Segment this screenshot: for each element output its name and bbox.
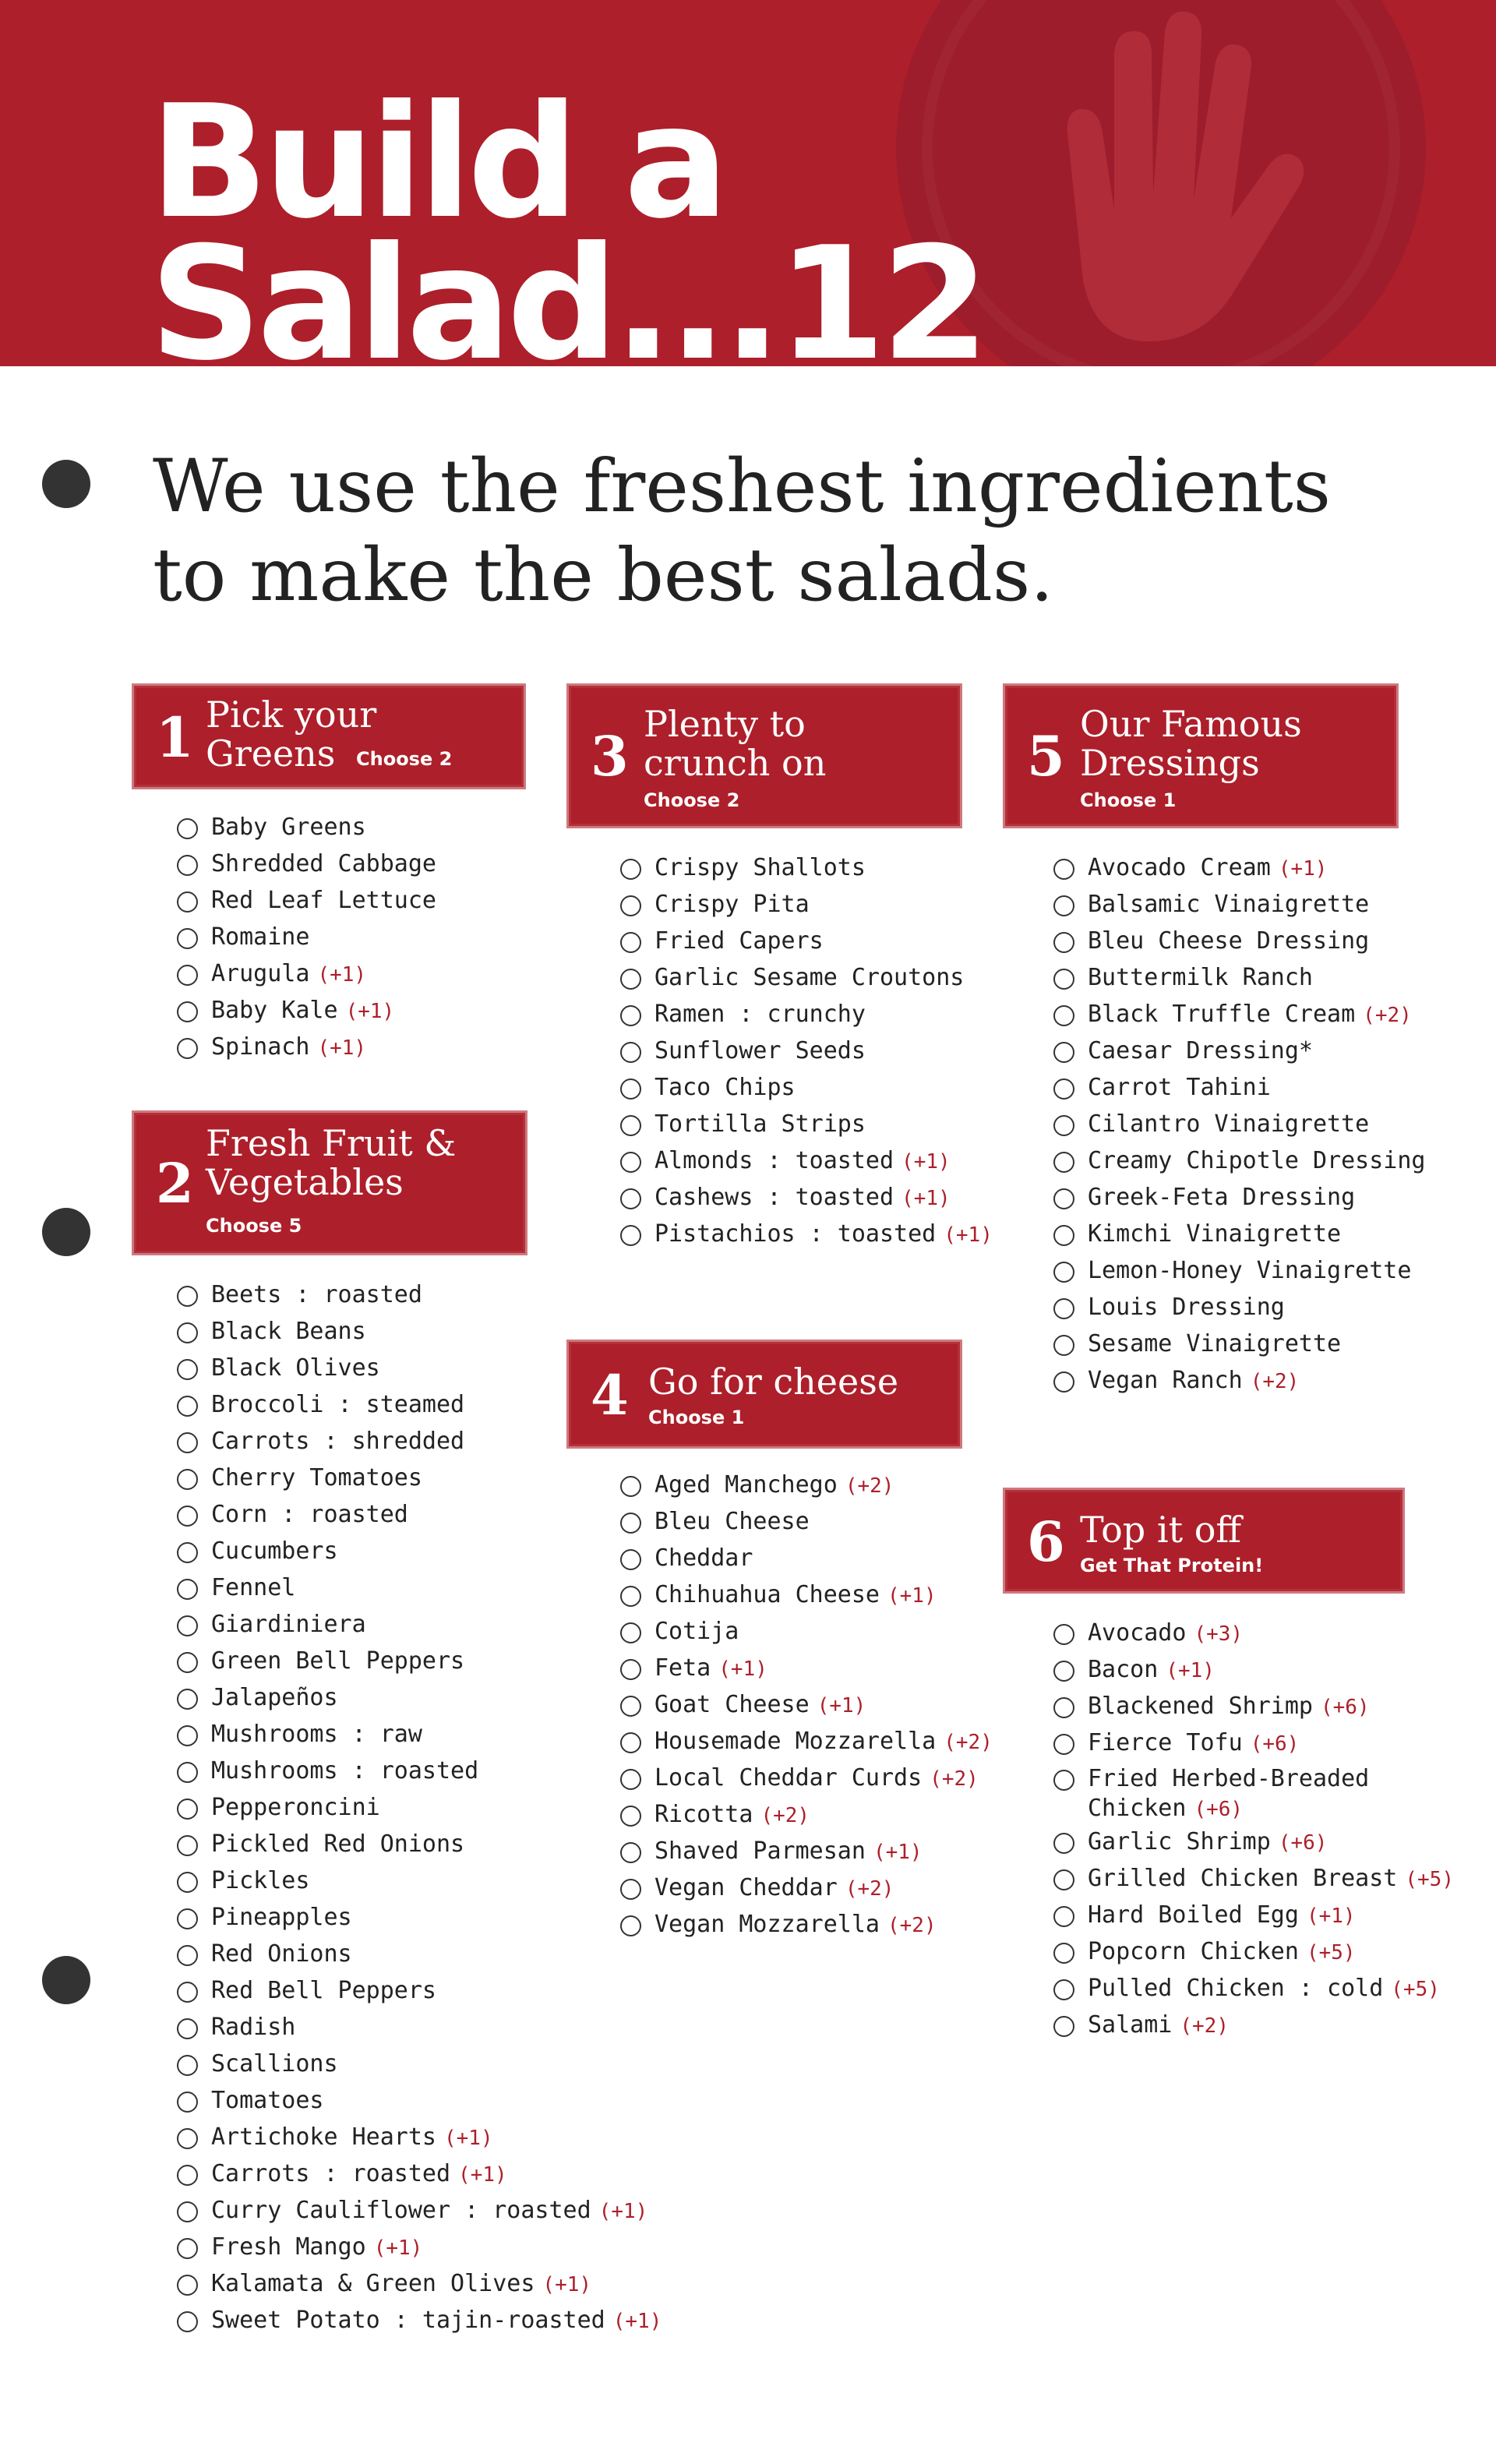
section-protein xyxy=(1005,1490,1454,2039)
upcharge: (+2) xyxy=(845,1474,894,1498)
section-title-line-1: Pick your xyxy=(206,694,377,736)
option-pepperoncini[interactable]: Pepperoncini xyxy=(177,1789,662,1826)
option-mushrooms-raw[interactable]: Mushrooms : raw xyxy=(177,1716,662,1753)
upcharge: (+1) xyxy=(901,1150,951,1174)
option-corn[interactable]: Corn : roasted xyxy=(177,1496,662,1533)
section-header xyxy=(134,1113,525,1253)
option-pickles[interactable]: Pickles xyxy=(177,1862,662,1899)
option-carrots-shredded[interactable]: Carrots : shredded xyxy=(177,1423,662,1460)
section-choose-label: Choose 2 xyxy=(356,748,453,770)
upcharge: (+1) xyxy=(542,2273,592,2296)
option-cucumbers[interactable]: Cucumbers xyxy=(177,1533,662,1569)
option-broccoli[interactable]: Broccoli : steamed xyxy=(177,1386,662,1423)
section-choose-label: Get That Protein! xyxy=(1080,1555,1264,1576)
section-title-line-1: Top it off xyxy=(1080,1509,1242,1551)
upcharge: (+1) xyxy=(317,963,367,987)
tagline xyxy=(153,443,1331,620)
upcharge: (+3) xyxy=(1194,1622,1244,1646)
upcharge: (+5) xyxy=(1391,1978,1440,2001)
upcharge: (+5) xyxy=(1405,1868,1454,1891)
upcharge: (+1) xyxy=(598,2200,648,2223)
upcharge: (+6) xyxy=(1320,1696,1370,1719)
section-title-line-1: Go for cheese xyxy=(648,1361,899,1403)
section-title-line-1: Plenty to xyxy=(644,703,806,745)
option-pistachios[interactable]: Pistachios : toasted (+1) xyxy=(620,1216,993,1252)
option-tortilla-strips[interactable]: Tortilla Strips xyxy=(620,1106,993,1142)
option-aged-manchego[interactable]: Aged Manchego (+2) xyxy=(620,1467,993,1503)
upcharge: (+2) xyxy=(930,1767,979,1791)
section-greens xyxy=(134,686,539,1061)
option-sunflower-seeds[interactable]: Sunflower Seeds xyxy=(620,1033,993,1069)
section-choose-label: Choose 2 xyxy=(644,789,740,811)
option-louis-dressing[interactable]: Louis Dressing xyxy=(1053,1289,1425,1326)
option-curry-cauliflower[interactable]: Curry Cauliflower : roasted (+1) xyxy=(177,2192,662,2229)
option-jalapenos[interactable]: Jalapeños xyxy=(177,1679,662,1716)
option-sesame-vinaigrette[interactable]: Sesame Vinaigrette xyxy=(1053,1326,1425,1362)
upcharge: (+1) xyxy=(944,1223,993,1247)
option-crispy-shallots[interactable]: Crispy Shallots xyxy=(620,849,993,886)
option-avocado[interactable]: Avocado (+3) xyxy=(1053,1615,1454,1651)
binder-hole-bottom xyxy=(42,1956,90,2004)
option-sweet-potato[interactable]: Sweet Potato : tajin-roasted (+1) xyxy=(177,2302,662,2339)
section-number: 1 xyxy=(156,705,194,770)
option-grilled-chicken-breast[interactable]: Grilled Chicken Breast (+5) xyxy=(1053,1860,1454,1897)
option-bleu-cheese-dressing[interactable]: Bleu Cheese Dressing xyxy=(1053,923,1425,959)
option-red-leaf-lettuce[interactable]: Red Leaf Lettuce xyxy=(177,882,436,919)
section-choose-label: Choose 1 xyxy=(648,1407,745,1428)
section-header xyxy=(1005,1490,1402,1591)
option-carrots-roasted[interactable]: Carrots : roasted (+1) xyxy=(177,2155,662,2192)
option-crispy-pita[interactable]: Crispy Pita xyxy=(620,886,993,923)
upcharge: (+1) xyxy=(1306,1904,1356,1928)
title-line-2: Salad...12 xyxy=(150,214,985,366)
option-blackened-shrimp[interactable]: Blackened Shrimp (+6) xyxy=(1053,1688,1454,1724)
cheese-list xyxy=(620,1467,993,1943)
option-ricotta[interactable]: Ricotta (+2) xyxy=(620,1796,993,1833)
section-choose-label: Choose 1 xyxy=(1080,789,1177,811)
upcharge: (+1) xyxy=(873,1841,923,1864)
option-baby-kale[interactable]: Baby Kale (+1) xyxy=(177,992,436,1029)
option-red-onions[interactable]: Red Onions xyxy=(177,1936,662,1972)
dressings-list xyxy=(1053,849,1425,1399)
tagline-line-2: to make the best salads. xyxy=(153,533,1054,618)
upcharge: (+1) xyxy=(817,1694,866,1717)
section-number: 6 xyxy=(1027,1509,1065,1574)
upcharge: (+1) xyxy=(317,1036,367,1060)
option-vegan-mozzarella[interactable]: Vegan Mozzarella (+2) xyxy=(620,1906,993,1943)
option-black-truffle-cream[interactable]: Black Truffle Cream (+2) xyxy=(1053,996,1425,1033)
option-arugula[interactable]: Arugula (+1) xyxy=(177,955,436,992)
section-number: 2 xyxy=(156,1151,194,1216)
upcharge: (+2) xyxy=(944,1731,993,1754)
upcharge: (+2) xyxy=(1363,1004,1412,1027)
section-crunch xyxy=(569,686,993,1248)
option-cheddar[interactable]: Cheddar xyxy=(620,1540,993,1576)
header-banner xyxy=(0,0,1496,366)
option-spinach[interactable]: Spinach (+1) xyxy=(177,1029,436,1065)
option-ramen[interactable]: Ramen : crunchy xyxy=(620,996,993,1033)
option-fierce-tofu[interactable]: Fierce Tofu (+6) xyxy=(1053,1724,1454,1761)
section-title-line-2: crunch on xyxy=(644,742,827,784)
option-mushrooms-roasted[interactable]: Mushrooms : roasted xyxy=(177,1753,662,1789)
option-caesar-dressing[interactable]: Caesar Dressing* xyxy=(1053,1033,1425,1069)
option-green-bell-peppers[interactable]: Green Bell Peppers xyxy=(177,1643,662,1679)
option-vegan-ranch[interactable]: Vegan Ranch (+2) xyxy=(1053,1362,1425,1399)
upcharge: (+1) xyxy=(901,1187,951,1210)
option-cilantro-vinaigrette[interactable]: Cilantro Vinaigrette xyxy=(1053,1106,1425,1142)
option-radish[interactable]: Radish xyxy=(177,2009,662,2046)
upcharge: (+2) xyxy=(1180,2014,1229,2038)
section-choose-label: Choose 5 xyxy=(206,1215,302,1237)
upcharge: (+6) xyxy=(1250,1732,1300,1756)
option-garlic-sesame-croutons[interactable]: Garlic Sesame Croutons xyxy=(620,959,993,996)
option-avocado-cream[interactable]: Avocado Cream (+1) xyxy=(1053,849,1425,886)
section-title-line-2: Dressings xyxy=(1080,742,1260,784)
section-fruit-vegetables xyxy=(134,1113,662,2334)
option-goat-cheese[interactable]: Goat Cheese (+1) xyxy=(620,1686,993,1723)
section-header xyxy=(1005,686,1396,826)
option-cashews[interactable]: Cashews : toasted (+1) xyxy=(620,1179,993,1216)
option-giardiniera[interactable]: Giardiniera xyxy=(177,1606,662,1643)
option-vegan-cheddar[interactable]: Vegan Cheddar (+2) xyxy=(620,1869,993,1906)
upcharge: (+2) xyxy=(845,1877,894,1901)
upcharge: (+6) xyxy=(1194,1798,1244,1821)
option-popcorn-chicken[interactable]: Popcorn Chicken (+5) xyxy=(1053,1933,1454,1970)
option-creamy-chipotle-dressing[interactable]: Creamy Chipotle Dressing xyxy=(1053,1142,1425,1179)
upcharge: (+5) xyxy=(1306,1941,1356,1964)
upcharge: (+2) xyxy=(760,1804,810,1827)
option-romaine[interactable]: Romaine xyxy=(177,919,436,955)
section-header xyxy=(569,1342,960,1446)
option-almonds[interactable]: Almonds : toasted (+1) xyxy=(620,1142,993,1179)
upcharge: (+1) xyxy=(1278,857,1328,881)
section-title-line-1: Our Famous xyxy=(1080,703,1302,745)
option-bacon[interactable]: Bacon (+1) xyxy=(1053,1651,1454,1688)
section-number: 4 xyxy=(591,1363,629,1428)
option-lemon-honey-vinaigrette[interactable]: Lemon-Honey Vinaigrette xyxy=(1053,1252,1425,1289)
option-kalamata-green-olives[interactable]: Kalamata & Green Olives (+1) xyxy=(177,2265,662,2302)
option-scallions[interactable]: Scallions xyxy=(177,2046,662,2082)
option-fried-herbed-breaded-chicken[interactable]: Fried Herbed-Breaded Chicken (+6) xyxy=(1053,1761,1396,1823)
protein-list xyxy=(1053,1615,1454,2043)
crunch-list xyxy=(620,849,993,1252)
section-dressings xyxy=(1005,686,1426,1394)
option-shredded-cabbage[interactable]: Shredded Cabbage xyxy=(177,845,436,882)
option-local-cheddar-curds[interactable]: Local Cheddar Curds (+2) xyxy=(620,1760,993,1796)
page-title xyxy=(150,72,985,366)
option-cotija[interactable]: Cotija xyxy=(620,1613,993,1650)
option-feta[interactable]: Feta (+1) xyxy=(620,1650,993,1686)
section-cheese xyxy=(569,1342,993,1938)
option-red-bell-peppers[interactable]: Red Bell Peppers xyxy=(177,1972,662,2009)
option-garlic-shrimp[interactable]: Garlic Shrimp (+6) xyxy=(1053,1823,1454,1860)
option-cherry-tomatoes[interactable]: Cherry Tomatoes xyxy=(177,1460,662,1496)
upcharge: (+2) xyxy=(887,1914,937,1937)
option-buttermilk-ranch[interactable]: Buttermilk Ranch xyxy=(1053,959,1425,996)
option-balsamic-vinaigrette[interactable]: Balsamic Vinaigrette xyxy=(1053,886,1425,923)
option-shaved-parmesan[interactable]: Shaved Parmesan (+1) xyxy=(620,1833,993,1869)
upcharge: (+1) xyxy=(612,2310,662,2333)
option-greek-feta-dressing[interactable]: Greek-Feta Dressing xyxy=(1053,1179,1425,1216)
option-housemade-mozzarella[interactable]: Housemade Mozzarella (+2) xyxy=(620,1723,993,1760)
section-title-line-1: Fresh Fruit & xyxy=(206,1122,457,1164)
title-line-1: Build a xyxy=(150,72,725,253)
upcharge: (+2) xyxy=(1250,1370,1300,1393)
option-fresh-mango[interactable]: Fresh Mango (+1) xyxy=(177,2229,662,2265)
option-pineapples[interactable]: Pineapples xyxy=(177,1899,662,1936)
option-black-beans[interactable]: Black Beans xyxy=(177,1313,662,1350)
option-baby-greens[interactable]: Baby Greens xyxy=(177,809,436,845)
option-chihuahua-cheese[interactable]: Chihuahua Cheese (+1) xyxy=(620,1576,993,1613)
option-artichoke-hearts[interactable]: Artichoke Hearts (+1) xyxy=(177,2119,662,2155)
upcharge: (+1) xyxy=(373,2236,423,2260)
upcharge: (+1) xyxy=(443,2127,493,2150)
upcharge: (+1) xyxy=(458,2163,507,2187)
option-kimchi-vinaigrette[interactable]: Kimchi Vinaigrette xyxy=(1053,1216,1425,1252)
option-salami[interactable]: Salami (+2) xyxy=(1053,2007,1454,2043)
option-pickled-red-onions[interactable]: Pickled Red Onions xyxy=(177,1826,662,1862)
upcharge: (+1) xyxy=(718,1657,767,1681)
option-hard-boiled-egg[interactable]: Hard Boiled Egg (+1) xyxy=(1053,1897,1454,1933)
section-title-line-2: Greens xyxy=(206,732,336,775)
option-fennel[interactable]: Fennel xyxy=(177,1569,662,1606)
upcharge: (+1) xyxy=(1166,1659,1215,1682)
binder-hole-top xyxy=(42,460,90,508)
section-header xyxy=(569,686,960,826)
option-tomatoes[interactable]: Tomatoes xyxy=(177,2082,662,2119)
option-black-olives[interactable]: Black Olives xyxy=(177,1350,662,1386)
upcharge: (+1) xyxy=(887,1584,937,1608)
option-pulled-chicken[interactable]: Pulled Chicken : cold (+5) xyxy=(1053,1970,1454,2007)
section-title-line-2: Vegetables xyxy=(206,1161,404,1203)
section-number: 5 xyxy=(1027,724,1065,789)
option-fried-capers[interactable]: Fried Capers xyxy=(620,923,993,959)
tagline-line-1: We use the freshest ingredients xyxy=(153,444,1331,529)
section-header xyxy=(134,686,524,787)
option-bleu-cheese[interactable]: Bleu Cheese xyxy=(620,1503,993,1540)
option-carrot-tahini[interactable]: Carrot Tahini xyxy=(1053,1069,1425,1106)
option-beets[interactable]: Beets : roasted xyxy=(177,1276,662,1313)
option-taco-chips[interactable]: Taco Chips xyxy=(620,1069,993,1106)
upcharge: (+6) xyxy=(1278,1831,1328,1855)
binder-hole-middle xyxy=(42,1208,90,1256)
section-number: 3 xyxy=(591,724,629,789)
upcharge: (+1) xyxy=(345,1000,395,1023)
greens-list xyxy=(177,809,436,1065)
